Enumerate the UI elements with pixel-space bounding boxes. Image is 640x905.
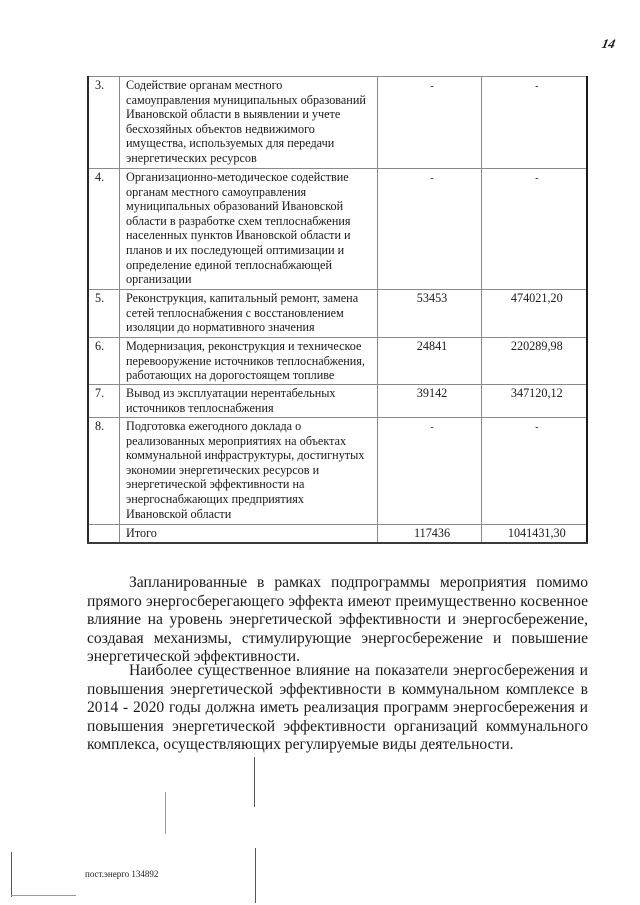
row-description	[120, 338, 377, 385]
row-description	[120, 385, 377, 418]
description-line: источников теплоснабжения	[126, 400, 274, 415]
footer-document-code: пост.энерго 134892	[85, 869, 159, 879]
row-value-2: 474021,20	[481, 290, 587, 338]
row-value-1: 39142	[377, 385, 481, 418]
total-number	[88, 525, 120, 543]
row-value-1: -	[377, 169, 481, 290]
measures-table	[87, 76, 588, 544]
row-description	[120, 169, 377, 290]
row-description	[120, 418, 377, 525]
total-label: Итого	[120, 525, 377, 543]
row-value-2: -	[481, 418, 587, 525]
row-number: 4.	[88, 169, 120, 290]
description-line: населенных пунктов Ивановской области и	[126, 228, 351, 243]
paragraph: Наиболее существенное влияние на показатели энергосбережения и повышения энергетической эффективности в коммунальном комплексе в 2014 - 2020 годы должна иметь реализация программ энергосбережения и повышения энергетической эффективности организаций коммунального комплекса, осуществляющих регулируемые виды деятельности.	[87, 662, 588, 754]
row-value-2: -	[481, 169, 587, 290]
total-value-1: 117436	[377, 525, 481, 543]
description-line: экономии энергетических ресурсов и	[126, 462, 320, 477]
scan-mark	[254, 757, 255, 807]
description-line: Ивановской области	[126, 506, 232, 521]
description-line: Подготовка ежегодного доклада о	[126, 419, 302, 433]
row-value-2: -	[481, 77, 587, 169]
table-row	[88, 77, 587, 169]
scan-mark	[11, 895, 76, 896]
description-line: органам местного самоуправления	[126, 184, 307, 199]
description-line: области в разработке схем теплоснабжения	[126, 213, 351, 228]
description-line: Реконструкция, капитальный ремонт, замена	[126, 291, 359, 305]
total-value-2: 1041431,30	[481, 525, 587, 543]
description-line: Модернизация, реконструкция и техническое	[126, 339, 362, 353]
description-line: имущества, используемых для передачи	[126, 136, 335, 151]
description-line: перевооружение источников теплоснабжения,	[126, 353, 365, 368]
description-line: коммунальной инфраструктуры, достигнутых	[126, 448, 365, 463]
row-description	[120, 77, 377, 169]
row-number: 8.	[88, 418, 120, 525]
paragraph: Запланированные в рамках подпрограммы мероприятия помимо прямого энергосберегающего эффекта имеют преимущественно косвенное влияние на уровень энергетической эффективности и энергосбережение, создавая механизмы, стимулирующие энергосбережение и повышение энергетической эффективности.	[87, 574, 588, 666]
row-value-1: 53453	[377, 290, 481, 338]
table-row	[88, 290, 587, 338]
description-line: Вывод из эксплуатации нерентабельных	[126, 386, 336, 400]
description-line: самоуправления муниципальных образований	[126, 92, 366, 107]
row-value-1: -	[377, 77, 481, 169]
row-number: 3.	[88, 77, 120, 169]
row-number: 5.	[88, 290, 120, 338]
table-row	[88, 338, 587, 385]
description-line: энергоснабжающих предприятиях	[126, 491, 304, 506]
row-number: 7.	[88, 385, 120, 418]
description-line: изоляции до нормативного значения	[126, 320, 315, 335]
description-line: определение единой теплоснабжающей	[126, 257, 332, 272]
table-row	[88, 418, 587, 525]
row-value-1: -	[377, 418, 481, 525]
description-line: Организационно-методическое содействие	[126, 170, 349, 184]
scan-mark	[11, 852, 12, 897]
table-total-row	[88, 525, 587, 543]
row-description	[120, 290, 377, 338]
description-line: организации	[126, 272, 192, 287]
page-number: 14	[600, 36, 617, 51]
table-row	[88, 169, 587, 290]
description-line: работающих на дорогостоящем топливе	[126, 368, 335, 383]
description-line: реализованных мероприятиях на объектах	[126, 433, 347, 448]
description-line: энергетической эффективности на	[126, 477, 305, 492]
description-line: энергетических ресурсов	[126, 150, 257, 165]
row-value-2: 347120,12	[481, 385, 587, 418]
scan-mark	[255, 848, 256, 903]
description-line: сетей теплоснабжения с восстановлением	[126, 305, 344, 320]
row-value-2: 220289,98	[481, 338, 587, 385]
description-line: планов и их последующей оптимизации и	[126, 242, 345, 257]
row-number: 6.	[88, 338, 120, 385]
description-line: муниципальных образований Ивановской	[126, 199, 344, 214]
description-line: бесхозяйных объектов недвижимого	[126, 121, 315, 136]
scan-mark	[165, 792, 166, 834]
description-line: Ивановской области в выявлении и учете	[126, 107, 341, 122]
table-row	[88, 385, 587, 418]
description-line: Содействие органам местного	[126, 78, 283, 92]
row-value-1: 24841	[377, 338, 481, 385]
